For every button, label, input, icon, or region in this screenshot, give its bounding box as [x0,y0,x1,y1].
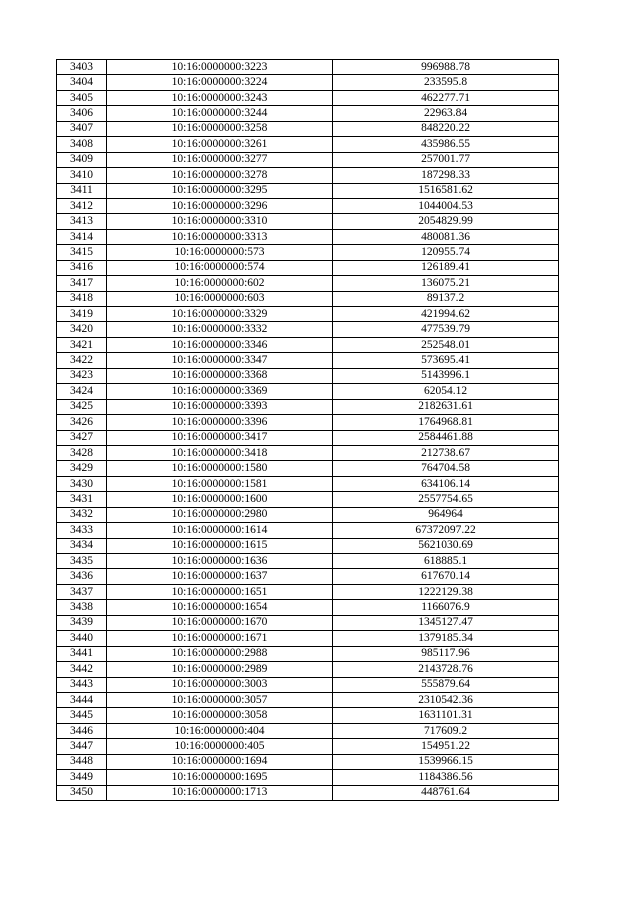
row-number-cell: 3450 [57,785,107,800]
table-row [57,723,559,738]
table-row [57,445,559,460]
cadastral-number-cell: 10:16:0000000:1671 [107,631,333,646]
table-row [57,276,559,291]
cadastral-number-cell: 10:16:0000000:3369 [107,384,333,399]
row-number-cell: 3410 [57,168,107,183]
row-number-cell: 3443 [57,677,107,692]
value-cell: 996988.78 [333,60,559,75]
cadastral-number-cell: 10:16:0000000:1654 [107,600,333,615]
value-cell: 1764968.81 [333,415,559,430]
table-row [57,492,559,507]
value-cell: 618885.1 [333,554,559,569]
cadastral-number-cell: 10:16:0000000:2989 [107,662,333,677]
row-number-cell: 3414 [57,229,107,244]
table-row [57,353,559,368]
row-number-cell: 3404 [57,75,107,90]
row-number-cell: 3421 [57,337,107,352]
table-row [57,476,559,491]
value-cell: 67372097.22 [333,523,559,538]
cadastral-number-cell: 10:16:0000000:3261 [107,137,333,152]
cadastral-number-cell: 10:16:0000000:1615 [107,538,333,553]
row-number-cell: 3424 [57,384,107,399]
table-row [57,168,559,183]
table-row [57,121,559,136]
value-cell: 1631101.31 [333,708,559,723]
cadastral-number-cell: 10:16:0000000:1694 [107,754,333,769]
row-number-cell: 3430 [57,476,107,491]
row-number-cell: 3449 [57,770,107,785]
cadastral-number-cell: 10:16:0000000:3278 [107,168,333,183]
value-cell: 634106.14 [333,476,559,491]
cadastral-number-cell: 10:16:0000000:2988 [107,646,333,661]
cadastral-number-cell: 10:16:0000000:3295 [107,183,333,198]
value-cell: 764704.58 [333,461,559,476]
value-cell: 480081.36 [333,229,559,244]
table-row [57,90,559,105]
row-number-cell: 3403 [57,60,107,75]
value-cell: 448761.64 [333,785,559,800]
value-cell: 477539.79 [333,322,559,337]
value-cell: 617670.14 [333,569,559,584]
cadastral-number-cell: 10:16:0000000:1651 [107,584,333,599]
row-number-cell: 3431 [57,492,107,507]
value-cell: 2557754.65 [333,492,559,507]
cadastral-number-cell: 10:16:0000000:2980 [107,507,333,522]
row-number-cell: 3437 [57,584,107,599]
row-number-cell: 3409 [57,152,107,167]
cadastral-number-cell: 10:16:0000000:1637 [107,569,333,584]
value-cell: 462277.71 [333,90,559,105]
table-row [57,245,559,260]
value-cell: 5621030.69 [333,538,559,553]
cadastral-number-cell: 10:16:0000000:3310 [107,214,333,229]
row-number-cell: 3435 [57,554,107,569]
cadastral-number-cell: 10:16:0000000:1614 [107,523,333,538]
cadastral-number-cell: 10:16:0000000:573 [107,245,333,260]
value-cell: 89137.2 [333,291,559,306]
value-cell: 848220.22 [333,121,559,136]
cadastral-number-cell: 10:16:0000000:3347 [107,353,333,368]
value-cell: 252548.01 [333,337,559,352]
table-row [57,214,559,229]
value-cell: 421994.62 [333,307,559,322]
cadastral-number-cell: 10:16:0000000:3058 [107,708,333,723]
cadastral-number-cell: 10:16:0000000:1580 [107,461,333,476]
row-number-cell: 3422 [57,353,107,368]
cadastral-number-cell: 10:16:0000000:3277 [107,152,333,167]
row-number-cell: 3412 [57,198,107,213]
row-number-cell: 3433 [57,523,107,538]
row-number-cell: 3447 [57,739,107,754]
cadastral-number-cell: 10:16:0000000:3244 [107,106,333,121]
table-row [57,538,559,553]
row-number-cell: 3446 [57,723,107,738]
table-row [57,662,559,677]
value-cell: 5143996.1 [333,368,559,383]
row-number-cell: 3440 [57,631,107,646]
row-number-cell: 3438 [57,600,107,615]
cadastral-number-cell: 10:16:0000000:3346 [107,337,333,352]
row-number-cell: 3428 [57,445,107,460]
value-cell: 1345127.47 [333,615,559,630]
row-number-cell: 3420 [57,322,107,337]
value-cell: 22963.84 [333,106,559,121]
cadastral-number-cell: 10:16:0000000:3223 [107,60,333,75]
value-cell: 1539966.15 [333,754,559,769]
table-row [57,600,559,615]
table-row [57,584,559,599]
value-cell: 2054829.99 [333,214,559,229]
value-cell: 435986.55 [333,137,559,152]
row-number-cell: 3442 [57,662,107,677]
table-row [57,399,559,414]
table-row [57,183,559,198]
row-number-cell: 3445 [57,708,107,723]
row-number-cell: 3411 [57,183,107,198]
value-cell: 136075.21 [333,276,559,291]
table-row [57,631,559,646]
table-row [57,291,559,306]
table-row [57,229,559,244]
table-row [57,106,559,121]
table-row [57,75,559,90]
row-number-cell: 3406 [57,106,107,121]
value-cell: 2143728.76 [333,662,559,677]
row-number-cell: 3405 [57,90,107,105]
value-cell: 154951.22 [333,739,559,754]
row-number-cell: 3408 [57,137,107,152]
row-number-cell: 3439 [57,615,107,630]
value-cell: 1166076.9 [333,600,559,615]
data-table [56,59,559,801]
table-row [57,754,559,769]
value-cell: 1184386.56 [333,770,559,785]
row-number-cell: 3426 [57,415,107,430]
cadastral-number-cell: 10:16:0000000:3396 [107,415,333,430]
cadastral-number-cell: 10:16:0000000:3393 [107,399,333,414]
value-cell: 555879.64 [333,677,559,692]
table-row [57,337,559,352]
cadastral-number-cell: 10:16:0000000:1636 [107,554,333,569]
value-cell: 717609.2 [333,723,559,738]
cadastral-number-cell: 10:16:0000000:3243 [107,90,333,105]
value-cell: 62054.12 [333,384,559,399]
table-row [57,198,559,213]
value-cell: 2310542.36 [333,692,559,707]
cadastral-number-cell: 10:16:0000000:3313 [107,229,333,244]
cadastral-number-cell: 10:16:0000000:603 [107,291,333,306]
row-number-cell: 3427 [57,430,107,445]
cadastral-number-cell: 10:16:0000000:574 [107,260,333,275]
cadastral-number-cell: 10:16:0000000:1695 [107,770,333,785]
table-row [57,615,559,630]
value-cell: 2584461.88 [333,430,559,445]
cadastral-number-cell: 10:16:0000000:3003 [107,677,333,692]
table-row [57,384,559,399]
table-row [57,307,559,322]
cadastral-number-cell: 10:16:0000000:602 [107,276,333,291]
table-row [57,569,559,584]
row-number-cell: 3425 [57,399,107,414]
table-row [57,260,559,275]
row-number-cell: 3444 [57,692,107,707]
table-row [57,322,559,337]
table-row [57,137,559,152]
cadastral-number-cell: 10:16:0000000:3418 [107,445,333,460]
row-number-cell: 3436 [57,569,107,584]
row-number-cell: 3432 [57,507,107,522]
value-cell: 187298.33 [333,168,559,183]
row-number-cell: 3423 [57,368,107,383]
table-row [57,692,559,707]
cadastral-number-cell: 10:16:0000000:3368 [107,368,333,383]
row-number-cell: 3419 [57,307,107,322]
cadastral-number-cell: 10:16:0000000:1600 [107,492,333,507]
table-row [57,739,559,754]
table-row [57,554,559,569]
value-cell: 573695.41 [333,353,559,368]
table-row [57,677,559,692]
table-row [57,152,559,167]
cadastral-number-cell: 10:16:0000000:404 [107,723,333,738]
value-cell: 126189.41 [333,260,559,275]
cadastral-number-cell: 10:16:0000000:3332 [107,322,333,337]
cadastral-number-cell: 10:16:0000000:3224 [107,75,333,90]
table-row [57,430,559,445]
value-cell: 212738.67 [333,445,559,460]
value-cell: 1379185.34 [333,631,559,646]
table-row [57,646,559,661]
value-cell: 1516581.62 [333,183,559,198]
cadastral-number-cell: 10:16:0000000:1713 [107,785,333,800]
table-row [57,368,559,383]
value-cell: 120955.74 [333,245,559,260]
row-number-cell: 3407 [57,121,107,136]
cadastral-number-cell: 10:16:0000000:3258 [107,121,333,136]
table-row [57,415,559,430]
value-cell: 2182631.61 [333,399,559,414]
cadastral-number-cell: 10:16:0000000:1581 [107,476,333,491]
value-cell: 1044004.53 [333,198,559,213]
cadastral-number-cell: 10:16:0000000:3296 [107,198,333,213]
row-number-cell: 3413 [57,214,107,229]
table-row [57,523,559,538]
row-number-cell: 3448 [57,754,107,769]
cadastral-number-cell: 10:16:0000000:1670 [107,615,333,630]
table-body [57,60,559,801]
value-cell: 1222129.38 [333,584,559,599]
table-row [57,507,559,522]
value-cell: 233595.8 [333,75,559,90]
value-cell: 257001.77 [333,152,559,167]
table-row [57,461,559,476]
row-number-cell: 3415 [57,245,107,260]
value-cell: 985117.96 [333,646,559,661]
cadastral-number-cell: 10:16:0000000:3057 [107,692,333,707]
value-cell: 964964 [333,507,559,522]
cadastral-number-cell: 10:16:0000000:3329 [107,307,333,322]
row-number-cell: 3429 [57,461,107,476]
row-number-cell: 3434 [57,538,107,553]
row-number-cell: 3418 [57,291,107,306]
row-number-cell: 3441 [57,646,107,661]
table-row [57,770,559,785]
cadastral-number-cell: 10:16:0000000:3417 [107,430,333,445]
row-number-cell: 3416 [57,260,107,275]
table-row [57,60,559,75]
row-number-cell: 3417 [57,276,107,291]
table-row [57,785,559,800]
cadastral-number-cell: 10:16:0000000:405 [107,739,333,754]
table-row [57,708,559,723]
